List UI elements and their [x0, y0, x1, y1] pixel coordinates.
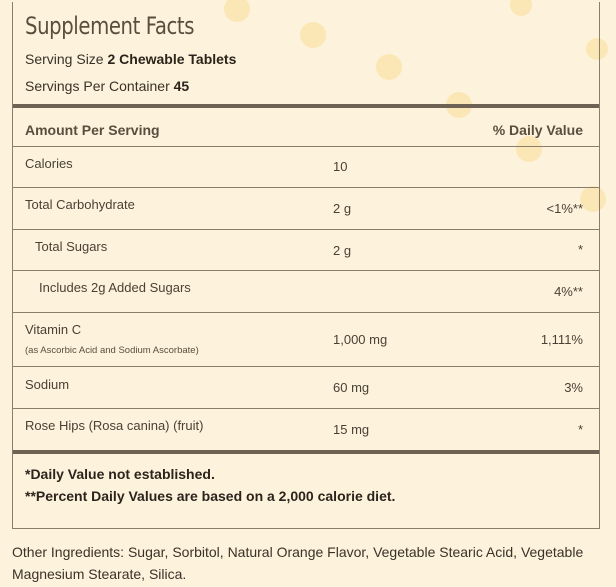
row-name-vitamin-c: Vitamin C	[25, 322, 82, 337]
row-name-carbohydrate: Total Carbohydrate	[25, 197, 135, 212]
divider	[13, 312, 599, 313]
divider	[13, 408, 599, 409]
divider	[13, 146, 599, 147]
row-dv-added-sugars: 4%**	[554, 284, 583, 299]
row-dv-sodium: 3%	[564, 380, 583, 395]
servings-per-container	[25, 78, 189, 94]
serving-size	[25, 51, 236, 67]
supplement-facts-panel	[12, 2, 600, 529]
facts-title: Supplement Facts	[25, 12, 195, 40]
thick-divider	[13, 104, 599, 108]
row-name-calories: Calories	[25, 156, 73, 171]
divider	[13, 229, 599, 230]
row-dv-carbohydrate: <1%**	[546, 201, 583, 216]
header-daily-value: % Daily Value	[492, 122, 583, 138]
row-amount-sodium: 60 mg	[333, 380, 370, 395]
divider	[13, 187, 599, 188]
divider	[13, 270, 599, 271]
row-name-added-sugars: Includes 2g Added Sugars	[39, 280, 191, 295]
footnote-daily-value: *Daily Value not established.	[25, 466, 215, 482]
thick-divider	[13, 450, 599, 454]
row-name-sodium: Sodium	[25, 377, 70, 392]
row-amount-total-sugars: 2 g	[333, 243, 352, 258]
serving-size-value: 2 Chewable Tablets	[107, 51, 237, 67]
row-amount-vitamin-c: 1,000 mg	[333, 332, 388, 347]
row-amount-carbohydrate: 2 g	[333, 201, 352, 216]
other-ingredients: Other Ingredients: Sugar, Sorbitol, Natural Orange Flavor, Vegetable Stearic Acid, Vegetable Magnesium Stearate, Silica.	[12, 544, 584, 582]
row-dv-vitamin-c: 1,111%	[540, 332, 583, 347]
servings-value: 45	[173, 78, 190, 94]
row-amount-calories: 10	[333, 159, 348, 174]
footnote-calorie-diet: **Percent Daily Values are based on a 2,000 calorie diet.	[25, 488, 396, 504]
row-dv-total-sugars: *	[577, 242, 583, 257]
divider	[13, 366, 599, 367]
row-name-rose-hips: Rose Hips (Rosa canina) (fruit)	[25, 418, 204, 433]
header-amount-per-serving: Amount Per Serving	[25, 122, 160, 138]
row-sub-vitamin-c: (as Ascorbic Acid and Sodium Ascorbate)	[25, 345, 199, 356]
row-amount-rose-hips: 15 mg	[333, 422, 370, 437]
row-dv-rose-hips: *	[577, 422, 583, 437]
servings-label: Servings Per Container	[25, 78, 170, 94]
serving-size-label: Serving Size	[25, 51, 104, 67]
row-name-total-sugars: Total Sugars	[35, 239, 108, 254]
